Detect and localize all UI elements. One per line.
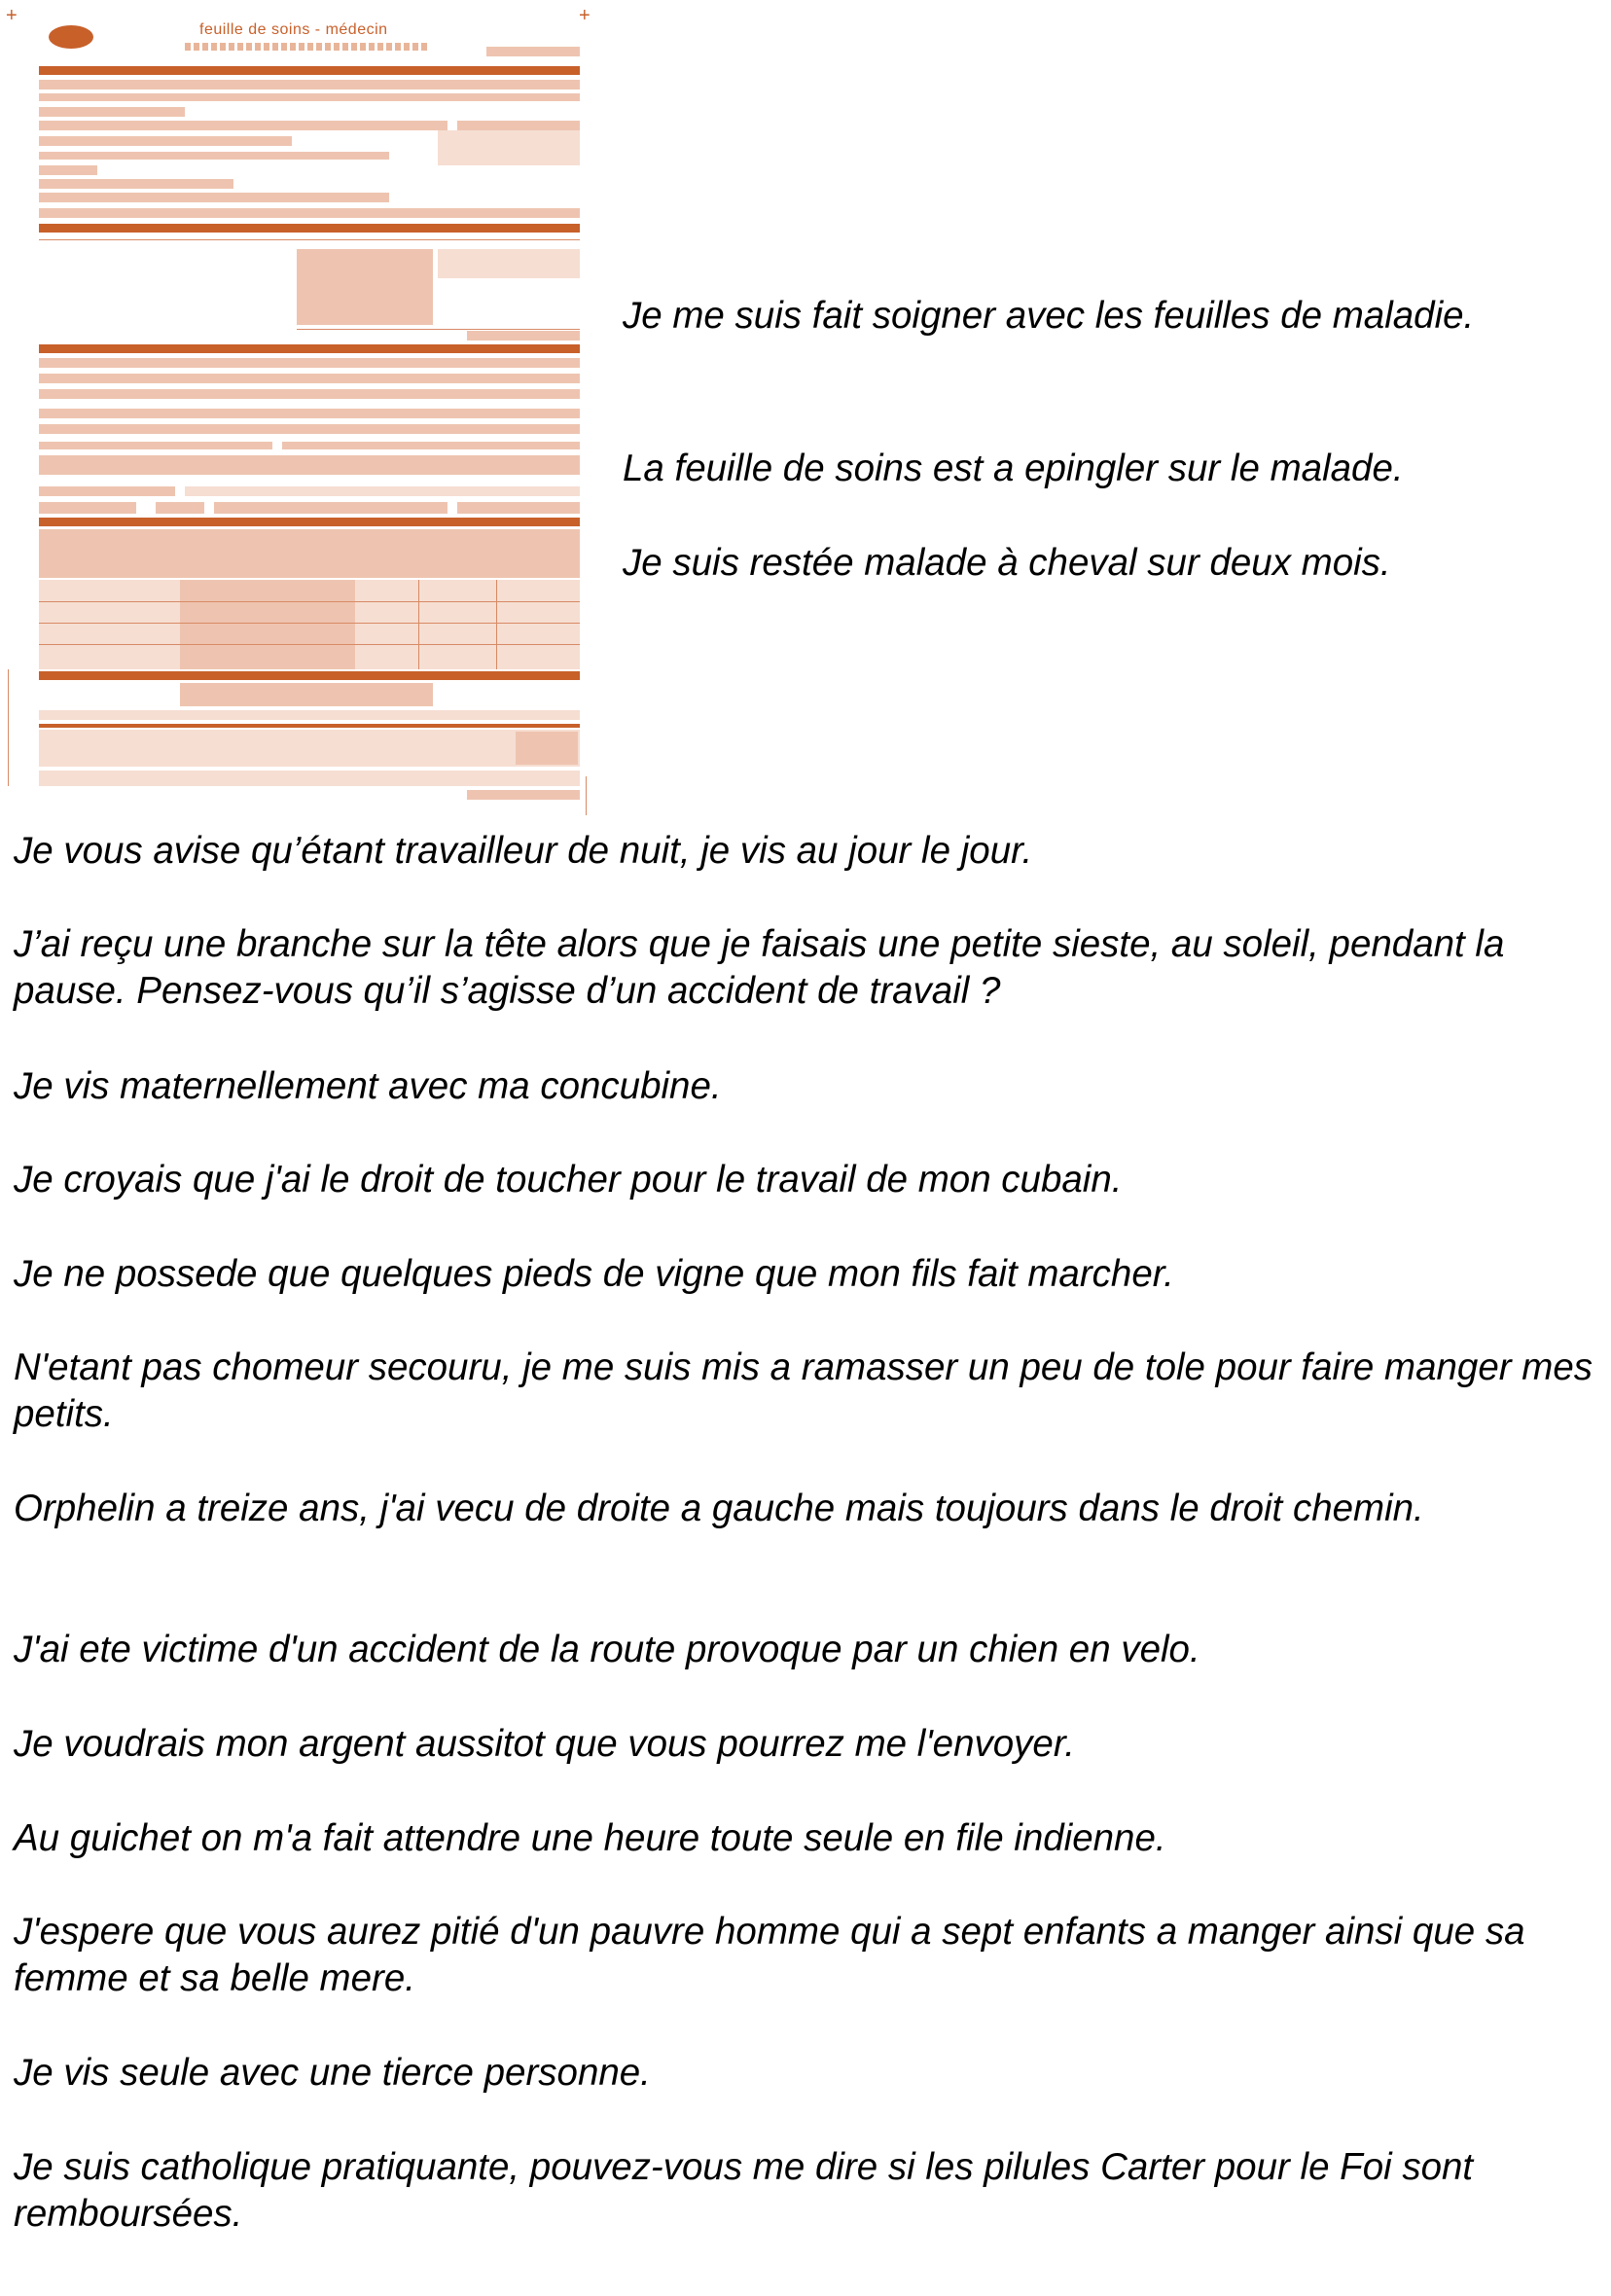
form-field xyxy=(39,193,389,202)
form-field xyxy=(39,93,580,101)
form-field xyxy=(516,732,578,765)
form-table-header xyxy=(39,529,580,578)
form-field xyxy=(340,502,448,514)
form-field xyxy=(39,165,97,175)
form-field xyxy=(39,358,580,368)
form-field xyxy=(39,455,580,475)
form-field xyxy=(180,683,433,706)
form-field xyxy=(185,486,580,496)
form-footer-box xyxy=(39,730,580,767)
form-section-bar xyxy=(39,224,580,233)
form-section-bar xyxy=(39,724,580,728)
joke-sentence: Je voudrais mon argent aussitot que vous pourrez me l'envoyer. xyxy=(14,1723,1075,1765)
registration-mark-icon: + xyxy=(6,5,18,26)
form-field xyxy=(39,389,580,399)
form-field xyxy=(39,179,233,189)
joke-sentence: Je vis seule avec une tierce personne. xyxy=(14,2052,651,2094)
form-field xyxy=(467,790,580,800)
joke-sentence: Au guichet on m'a fait attendre une heure toute seule en file indienne. xyxy=(14,1817,1166,1859)
form-field xyxy=(39,121,448,130)
form-section-bar xyxy=(39,344,580,353)
form-field xyxy=(39,208,580,218)
joke-sentence: J'ai ete victime d'un accident de la route provoque par un chien en velo. xyxy=(14,1629,1200,1670)
form-rule xyxy=(418,580,419,669)
form-section-bar xyxy=(39,671,580,680)
form-signature-box xyxy=(297,249,433,325)
form-subtitle-lines xyxy=(185,43,428,51)
form-field xyxy=(457,121,580,130)
crop-line xyxy=(586,776,587,815)
form-thumbnail xyxy=(6,5,593,815)
crop-line xyxy=(8,669,9,786)
form-field xyxy=(438,249,580,278)
form-field xyxy=(39,409,580,418)
form-field xyxy=(39,80,580,90)
form-field xyxy=(39,502,136,514)
form-field xyxy=(39,424,580,434)
form-field xyxy=(486,47,580,56)
form-field xyxy=(156,502,204,514)
form-field xyxy=(282,442,580,449)
form-rule xyxy=(39,644,580,645)
joke-sentence: J’ai reçu une branche sur la tête alors que je faisais une petite sieste, au soleil, pendant la pause. Pensez-vous qu’il s’agisse d’un accident de travail ? xyxy=(14,923,1505,1012)
cerfa-logo-icon xyxy=(49,25,93,49)
joke-sentence: Je suis restée malade à cheval sur deux mois. xyxy=(623,542,1391,584)
joke-sentence: N'etant pas chomeur secouru, je me suis mis a ramasser un peu de tole pour faire manger mes petits. xyxy=(14,1346,1593,1435)
form-section-bar xyxy=(39,518,580,526)
form-footer-text xyxy=(39,771,580,786)
form-field xyxy=(457,502,580,514)
form-section-bar xyxy=(39,66,580,75)
form-field xyxy=(39,136,292,146)
form-field xyxy=(39,152,389,160)
form-note xyxy=(438,130,580,165)
joke-sentence: La feuille de soins est a epingler sur le malade. xyxy=(623,448,1404,489)
registration-mark-icon: + xyxy=(579,5,591,26)
form-field xyxy=(214,502,340,514)
joke-sentence: Je me suis fait soigner avec les feuilles de maladie. xyxy=(623,295,1475,337)
form-field xyxy=(467,331,580,341)
form-field xyxy=(39,486,175,496)
form-field xyxy=(39,374,580,383)
joke-sentence: Je croyais que j'ai le droit de toucher pour le travail de mon cubain. xyxy=(14,1159,1123,1201)
joke-sentence: Je suis catholique pratiquante, pouvez-vous me dire si les pilules Carter pour le Foi sont remboursées. xyxy=(14,2146,1474,2235)
form-rule xyxy=(39,239,580,240)
joke-sentence: Je ne possede que quelques pieds de vigne que mon fils fait marcher. xyxy=(14,1253,1174,1295)
form-rule xyxy=(39,623,580,624)
form-table-column xyxy=(180,580,355,669)
form-rule xyxy=(496,580,497,669)
joke-sentence: Orphelin a treize ans, j'ai vecu de droite a gauche mais toujours dans le droit chemin. xyxy=(14,1488,1424,1529)
form-rule xyxy=(297,329,580,330)
form-field xyxy=(39,107,185,117)
form-rule xyxy=(39,601,580,602)
joke-sentence: Je vis maternellement avec ma concubine. xyxy=(14,1065,722,1107)
form-title: feuille de soins - médecin xyxy=(199,21,388,38)
joke-sentence: Je vous avise qu’étant travailleur de nuit, je vis au jour le jour. xyxy=(14,830,1033,872)
joke-sentence: J'espere que vous aurez pitié d'un pauvre homme qui a sept enfants a manger ainsi que sa femme et sa belle mere. xyxy=(14,1911,1525,1999)
form-field xyxy=(39,710,580,720)
form-field xyxy=(39,442,272,449)
